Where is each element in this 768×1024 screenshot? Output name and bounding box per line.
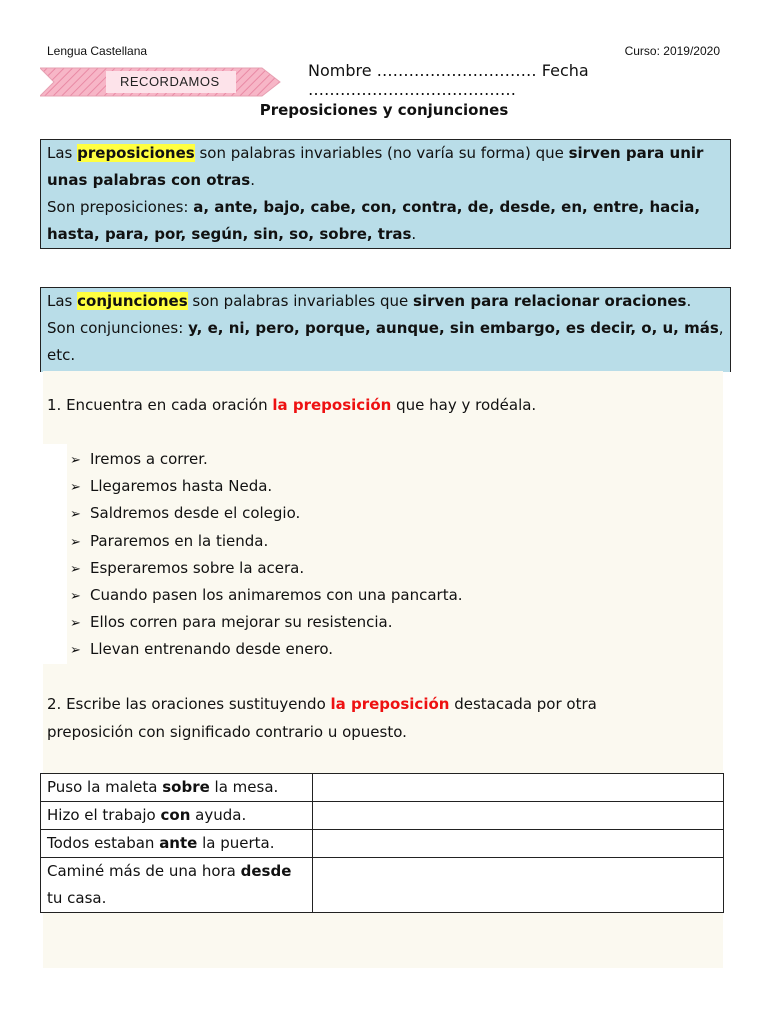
sentence-text: Cuando pasen los animaremos con una pancarta. xyxy=(90,585,463,604)
table-row xyxy=(41,802,724,830)
box1-text-3: . xyxy=(250,171,255,189)
course-label: Curso: 2019/2020 xyxy=(624,44,720,58)
box2-text-2: son palabras invariables que xyxy=(187,292,414,310)
date-label: Fecha xyxy=(541,61,589,80)
conjunciones-list: y, e, ni, pero, porque, aunque, sin embargo, es decir, o, u, más xyxy=(188,319,719,337)
table-row xyxy=(41,830,724,858)
highlighted-preposition: desde xyxy=(240,862,292,880)
cell-text: Todos estaban xyxy=(47,834,160,852)
list-item xyxy=(70,500,463,527)
recordamos-banner xyxy=(40,66,282,98)
arrowhead-bullet-icon: ➢ xyxy=(70,453,81,468)
preposiciones-keyword: preposiciones xyxy=(77,144,195,162)
box1-text-4: Son preposiciones: xyxy=(47,198,194,216)
ex1-highlight: la preposición xyxy=(272,396,392,414)
arrowhead-bullet-icon: ➢ xyxy=(70,616,81,632)
box2-text-1: Las xyxy=(47,292,78,310)
sentence-cell xyxy=(41,858,313,913)
sentence-text: Ellos corren para mejorar su resistencia. xyxy=(90,613,393,632)
box2-text-3: . xyxy=(686,292,692,310)
cell-text: ayuda. xyxy=(190,806,247,824)
date-dots: ………………………………… xyxy=(308,80,516,99)
exercise-2-instruction xyxy=(47,690,687,746)
banner-label: RECORDAMOS xyxy=(120,74,220,89)
box1-text-2: son palabras invariables (no varía su forma) que xyxy=(194,144,569,162)
table-row xyxy=(41,774,724,802)
cell-text: Hizo el trabajo xyxy=(47,806,161,824)
list-item xyxy=(70,473,463,500)
box1-bold-definition: sirven para unir unas palabras con otras xyxy=(47,144,704,189)
name-date-line xyxy=(308,61,768,99)
cell-text: Puso la maleta xyxy=(47,778,163,796)
highlighted-preposition: ante xyxy=(159,834,198,852)
sentence-text: Pararemos en la tienda. xyxy=(90,531,269,550)
highlighted-preposition: sobre xyxy=(162,778,210,796)
answer-cell[interactable] xyxy=(313,774,724,802)
box2-text-4: Son conjunciones: xyxy=(47,319,189,337)
ex1-pre: 1. Encuentra en cada oración xyxy=(47,396,273,414)
preposiciones-definition-box xyxy=(40,139,731,249)
answer-cell[interactable] xyxy=(313,858,724,913)
page-title: Preposiciones y conjunciones xyxy=(259,101,509,119)
table-row xyxy=(41,858,724,913)
box1-text-1: Las xyxy=(47,144,78,162)
list-item xyxy=(70,636,463,663)
ex2-post: destacada por otra preposición con significado contrario u opuesto. xyxy=(47,695,597,741)
preposiciones-list: a, ante, bajo, cabe, con, contra, de, desde, en, entre, hacia, hasta, para, por, según, sin, so, sobre, tras xyxy=(47,198,701,243)
answer-cell[interactable] xyxy=(313,802,724,830)
list-item xyxy=(70,609,463,636)
cell-text: tu casa. xyxy=(47,889,107,907)
sentence-text: Iremos a correr. xyxy=(90,450,208,468)
subject-label: Lengua Castellana xyxy=(47,44,148,58)
box1-text-5: . xyxy=(411,225,417,243)
conjunciones-definition-box xyxy=(40,287,731,372)
sentence-cell xyxy=(41,774,313,802)
arrowhead-bullet-icon: ➢ xyxy=(70,588,81,604)
arrowhead-bullet-icon: ➢ xyxy=(70,643,81,659)
exercise-1-sentence-list xyxy=(70,446,463,664)
cell-text: la puerta. xyxy=(197,834,275,852)
sentence-cell xyxy=(41,830,313,858)
bullet-margin xyxy=(43,444,67,664)
list-item xyxy=(70,446,463,473)
ex2-pre: 2. Escribe las oraciones sustituyendo xyxy=(47,695,331,713)
list-item xyxy=(70,582,463,609)
exercise-2-table xyxy=(40,773,724,913)
list-item xyxy=(70,555,463,582)
arrowhead-bullet-icon: ➢ xyxy=(70,534,81,550)
ex1-post: que hay y rodéala. xyxy=(391,396,537,414)
ex2-highlight: la preposición xyxy=(330,695,450,713)
arrowhead-bullet-icon: ➢ xyxy=(70,480,81,496)
arrowhead-bullet-icon: ➢ xyxy=(70,561,81,577)
list-item xyxy=(70,528,463,555)
answer-cell[interactable] xyxy=(313,830,724,858)
conjunciones-keyword: conjunciones xyxy=(77,292,188,310)
cell-text: la mesa. xyxy=(209,778,279,796)
exercise-1-instruction xyxy=(47,396,536,414)
highlighted-preposition: con xyxy=(160,806,191,824)
box2-bold-definition: sirven para relacionar oraciones xyxy=(413,292,687,310)
arrowhead-bullet-icon: ➢ xyxy=(70,507,81,523)
sentence-text: Saldremos desde el colegio. xyxy=(90,504,301,523)
box2-text-5: , etc. xyxy=(47,319,724,364)
name-dots: ………………………… xyxy=(376,61,537,80)
name-label: Nombre xyxy=(308,61,372,80)
sentence-text: Llegaremos hasta Neda. xyxy=(90,477,273,496)
cell-text: Caminé más de una hora xyxy=(47,862,241,880)
sentence-text: Llevan entrenando desde enero. xyxy=(90,640,334,659)
sentence-text: Esperaremos sobre la acera. xyxy=(90,558,305,577)
sentence-cell xyxy=(41,802,313,830)
